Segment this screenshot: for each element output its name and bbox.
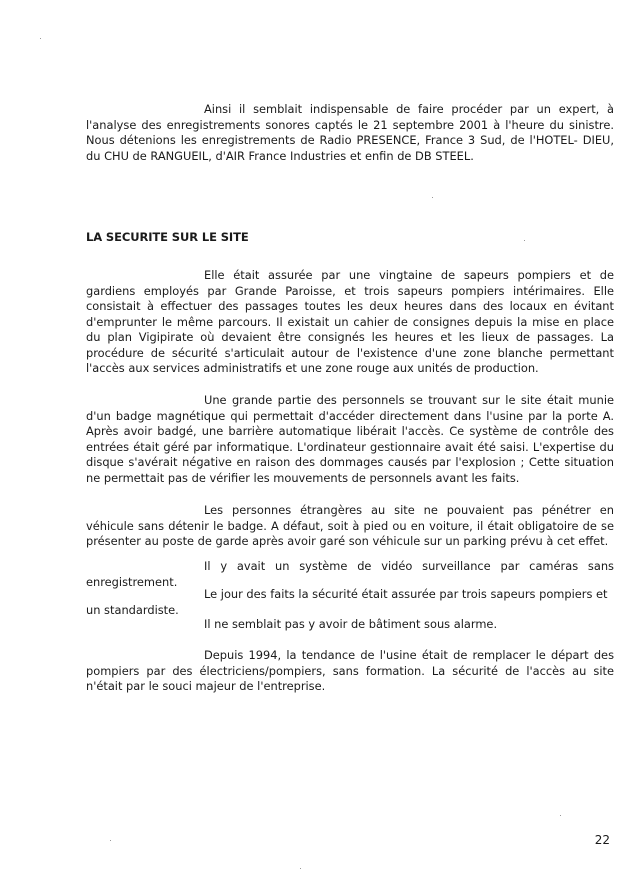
video-line-1: Il y avait un système de vidéo surveillance par caméras sans [204, 559, 614, 573]
jour-line-2: un standardiste. [86, 603, 179, 617]
paragraph-visitors: Les personnes étrangères au site ne pouvaient pas pénétrer en véhicule sans détenir le badge. A défaut, soit à pied ou en voiture, il était obligatoire de se présenter au poste de garde après avoir garé son véhicule sur un parking prévu à cet effet. [86, 503, 614, 548]
final-paragraph: Depuis 1994, la tendance de l'usine était de remplacer le départ des pompiers par des électriciens/pompiers, sans formation. La sécurité de l'accès au site n'était par le souci majeur de l'entreprise. [86, 648, 614, 693]
scan-speck [560, 815, 561, 816]
scan-speck [432, 197, 433, 198]
section-heading: LA SECURITE SUR LE SITE [86, 230, 249, 244]
alarme-line: Il ne semblait pas y avoir de bâtiment sous alarme. [204, 617, 498, 631]
paragraph-badge: Une grande partie des personnels se trouvant sur le site était munie d'un badge magnétique qui permettait d'accéder directement dans l'usine par la porte A. Après avoir badgé, une barrière automatique libérait l'accès. Ce système de contrôle des entrées était géré par informatique. L'ordinateur gestionnaire avait été saisi. L'expertise du disque s'avérait négative en raison des dommages causés par l'explosion ; Cette situation ne permettait pas de vérifier les mouvements de personnels avant les faits. [86, 393, 614, 485]
jour-line-1: Le jour des faits la sécurité était assurée par trois sapeurs pompiers et [204, 587, 608, 601]
page-number: 22 [594, 833, 610, 847]
scan-speck [524, 240, 525, 241]
scan-speck [110, 840, 111, 841]
intro-paragraph: Ainsi il semblait indispensable de faire procéder par un expert, à l'analyse des enregistrements sonores captés le 21 septembre 2001 à l'heure du sinistre. Nous détenions les enregistrements de Radio PRESENCE, France 3 Sud, de l'HOTEL- DIEU, du CHU de RANGUEIL, d'AIR France Industries et enfin de DB STEEL. [86, 102, 614, 163]
scan-speck [300, 868, 301, 869]
video-line-2: enregistrement. [86, 575, 178, 589]
scan-speck [40, 38, 41, 39]
paragraph-security-staff: Elle était assurée par une vingtaine de sapeurs pompiers et de gardiens employés par Grande Paroisse, et trois sapeurs pompiers intérimaires. Elle consistait à effectuer des passages toutes les deux heures dans des locaux en évitant d'emprunter le même parcours. Il existait un cahier de consignes depuis la mise en place du plan Vigipirate où devaient être consignés les heures et les lieux de passages. La procédure de sécurité s'articulait autour de l'existence d'une zone blanche permettant l'accès aux services administratifs et une zone rouge aux unités de production. [86, 268, 614, 375]
